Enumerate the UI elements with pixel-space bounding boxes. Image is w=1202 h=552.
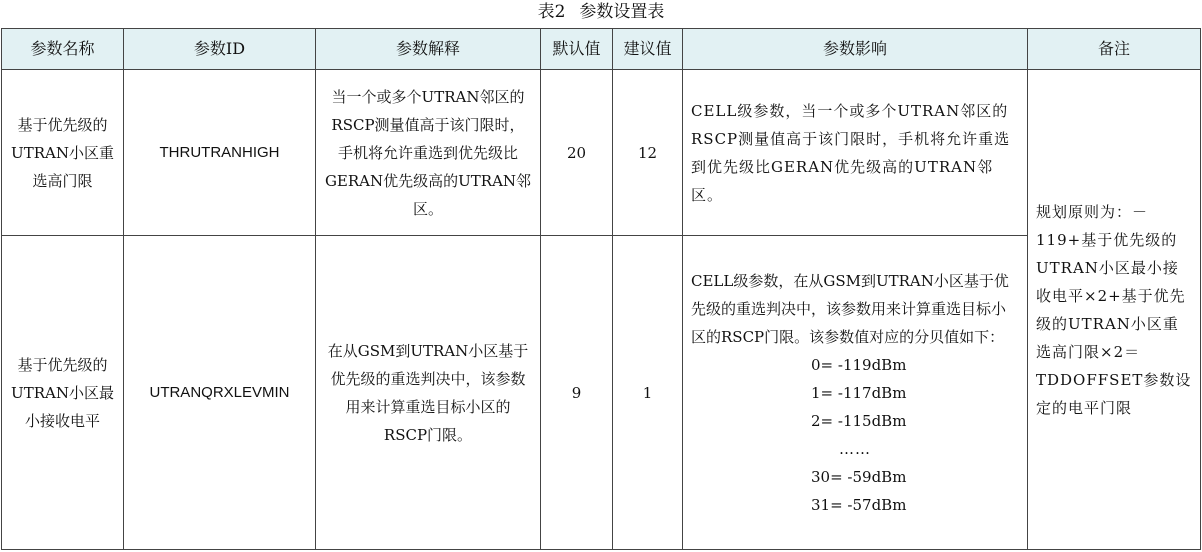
caption-title: 参数设置表	[579, 2, 665, 22]
header-impact: 参数影响	[683, 29, 1028, 70]
dbm-mapping-0: 0= -119dBm	[811, 355, 907, 374]
impact-intro: CELL级参数，在从GSM到UTRAN小区基于优先级的重选判决中，该参数用来计算重选目标小区的RSCP门限。该参数值对应的分贝值如下：	[691, 271, 1009, 346]
row2-name: 基于优先级的UTRAN小区最小接收电平	[2, 236, 124, 550]
table-row	[2, 236, 1201, 550]
row2-suggest: 1	[613, 236, 683, 550]
mapping-ellipsis: ……	[839, 439, 871, 458]
header-param-explain: 参数解释	[316, 29, 541, 70]
row1-name: 基于优先级的UTRAN小区重选高门限	[2, 70, 124, 236]
header-remark: 备注	[1028, 29, 1201, 70]
parameter-table	[1, 28, 1201, 550]
table-caption	[0, 0, 1202, 26]
header-param-id: 参数ID	[124, 29, 316, 70]
header-param-name: 参数名称	[2, 29, 124, 70]
dbm-mapping-1: 1= -117dBm	[811, 383, 907, 402]
remark-cell: 规划原则为：－119+基于优先级的UTRAN小区最小接收电平×2+基于优先级的UTRAN小区重选高门限×2＝TDDOFFSET参数设定的电平门限	[1028, 70, 1201, 550]
row1-suggest: 12	[613, 70, 683, 236]
row2-explain: 在从GSM到UTRAN小区基于优先级的重选判决中，该参数用来计算重选目标小区的RSCP门限。	[316, 236, 541, 550]
dbm-mapping-2: 2= -115dBm	[811, 411, 907, 430]
table-row	[2, 70, 1201, 236]
row2-default: 9	[541, 236, 613, 550]
header-suggest: 建议值	[613, 29, 683, 70]
row1-explain: 当一个或多个UTRAN邻区的RSCP测量值高于该门限时，手机将允许重选到优先级比GERAN优先级高的UTRAN邻区。	[316, 70, 541, 236]
row2-impact	[683, 236, 1028, 550]
header-row	[2, 29, 1201, 70]
dbm-mapping-31: 31= -57dBm	[811, 495, 907, 514]
row2-id: UTRANQRXLEVMIN	[124, 236, 316, 550]
row1-default: 20	[541, 70, 613, 236]
header-default: 默认值	[541, 29, 613, 70]
row1-id: THRUTRANHIGH	[124, 70, 316, 236]
row1-impact: CELL级参数，当一个或多个UTRAN邻区的RSCP测量值高于该门限时，手机将允许重选到优先级比GERAN优先级高的UTRAN邻区。	[683, 70, 1028, 236]
caption-label: 表2	[537, 2, 566, 22]
dbm-mapping-30: 30= -59dBm	[811, 467, 907, 486]
